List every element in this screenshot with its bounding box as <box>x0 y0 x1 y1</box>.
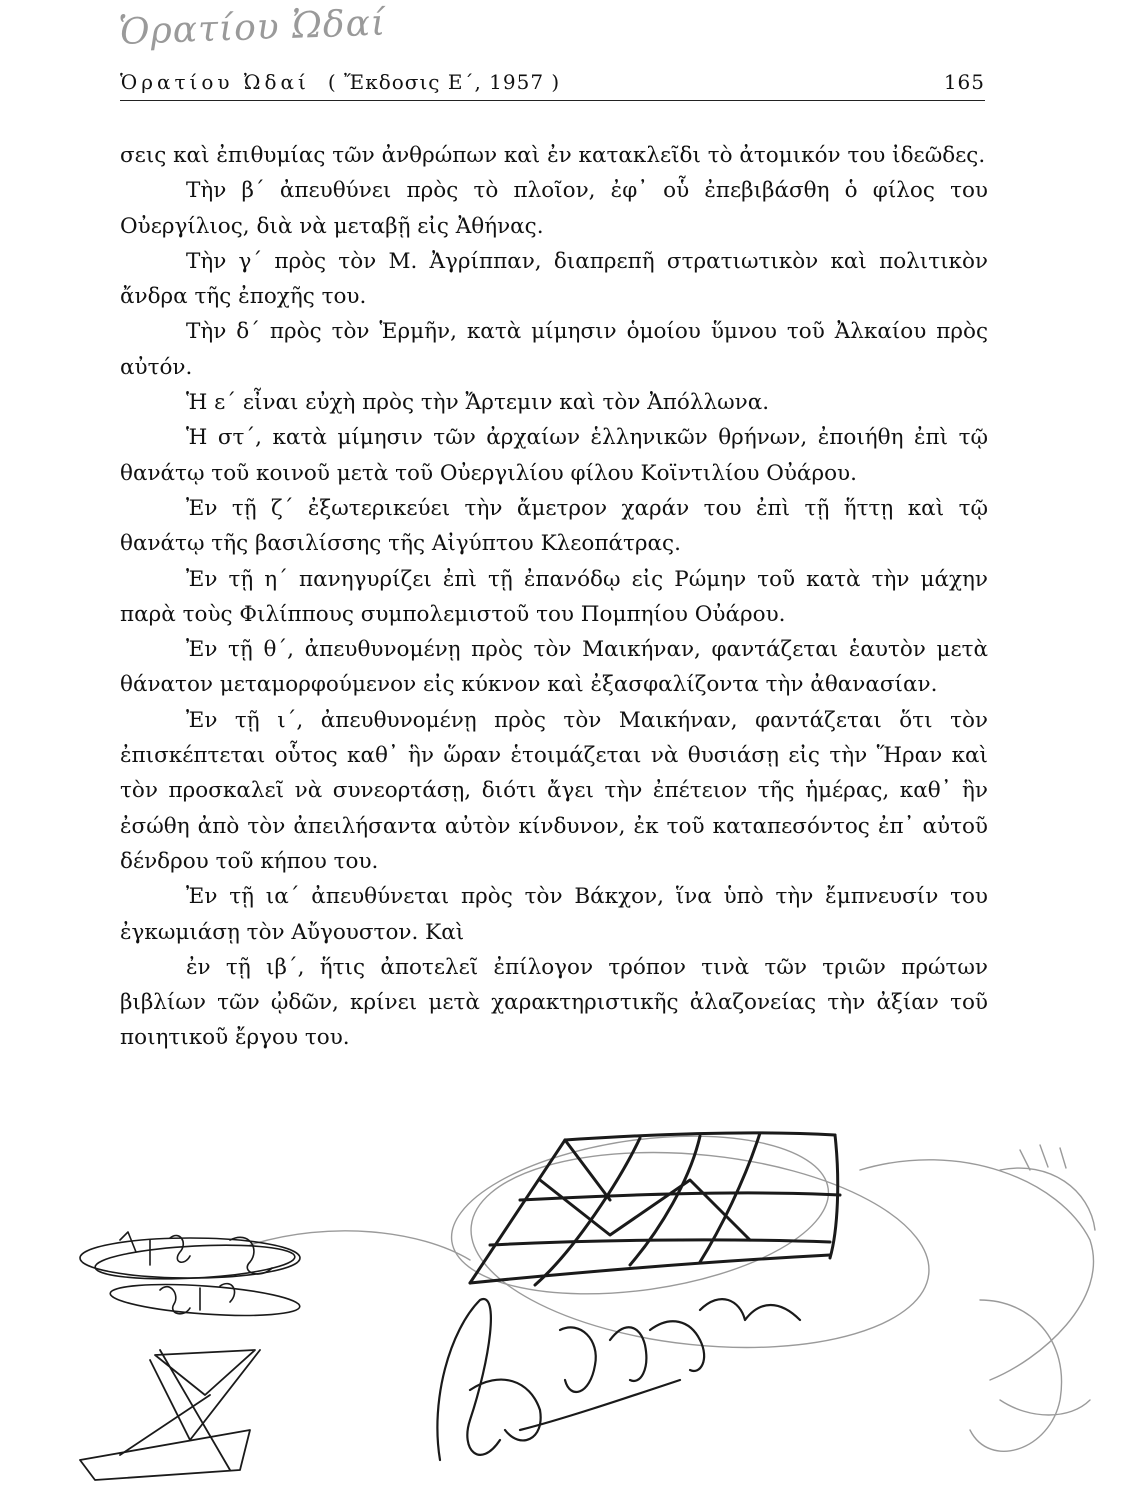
paragraph: Ἡ ε΄ εἶναι εὐχὴ πρὸς τὴν Ἄρτεμιν καὶ τὸν Ἀπόλλωνα. <box>186 390 770 416</box>
handwritten-title-note: Ὁρατίου Ὠδαί <box>118 2 387 53</box>
page-number: 165 <box>943 70 985 94</box>
paragraph: Τὴν δ΄ πρὸς τὸν Ἑρμῆν, κατὰ μίμησιν ὁμοίου ὕμνου τοῦ Ἀλκαίου πρὸς αὐτόν. <box>120 319 988 380</box>
paragraph: Ἐν τῇ θ΄, ἀπευθυνομένῃ πρὸς τὸν Μαικήναν, φαντάζεται ἑαυτὸν μετὰ θάνατον μεταμορφούμενον εἰς κύκνον καὶ ἐξασφαλίζοντα τὴν ἀθανασίαν. <box>120 637 988 698</box>
running-head-title: Ὁρατίου Ὠδαί <box>120 70 310 94</box>
paragraph: σεις καὶ ἐπιθυμίας τῶν ἀνθρώπων καὶ ἐν κατακλεῖδι τὸ ἀτομικόν του ἰδεῶδες. <box>120 143 986 168</box>
paragraph: Ἐν τῇ ζ΄ ἐξωτερικεύει τὴν ἄμετρον χαράν του ἐπὶ τῇ ἥττῃ καὶ τῷ θανάτῳ τῆς βασιλίσσης τῆς Αἰγύπτου Κλεοπάτρας. <box>120 495 988 557</box>
paragraph: ἐν τῇ ιβ΄, ἥτις ἀποτελεῖ ἐπίλογον τρόπον τινὰ τῶν τριῶν πρώτων βιβλίων τῶν ᾠδῶν, κρίνει μετὰ χαρακτηριστικῆς ἀλαζονείας τὴν ἀξίαν τοῦ ποιητικοῦ ἔργου του. <box>120 954 988 1051</box>
paragraph: Ἐν τῇ η΄ πανηγυρίζει ἐπὶ τῇ ἐπανόδῳ εἰς Ρώμην τοῦ κατὰ τὴν μάχην παρὰ τοὺς Φιλίππους συμπολεμιστοῦ του Πομπηίου Οὐάρου. <box>120 566 988 627</box>
paragraph: Τὴν γ΄ πρὸς τὸν Μ. Ἀγρίππαν, διαπρεπῆ στρατιωτικὸν καὶ πολιτικὸν ἄνδρα τῆς ἐποχῆς του. <box>120 248 988 310</box>
paragraph: Ἐν τῇ ια΄ ἀπευθύνεται πρὸς τὸν Βάκχον, ἵνα ὑπὸ τὴν ἔμπνευσίν του ἐγκωμιάσῃ τὸν Αὔγουστον. Καὶ <box>120 884 988 945</box>
pencil-scribbles <box>250 1114 1095 1451</box>
paragraph: Ἐν τῇ ι΄, ἀπευθυνομένῃ πρὸς τὸν Μαικήναν, φαντάζεται ὅτι τὸν ἐπισκέπτεται οὗτος καθ᾽ ἣν ὥραν ἑτοιμάζεται νὰ θυσιάσῃ εἰς τὴν Ἥραν καὶ τὸν προσκαλεῖ νὰ συνεορτάσῃ, διότι ἄγει τὴν ἐπέτειον τῆς ἡμέρας, καθ᾽ ἣν ἐσώθη ἀπὸ τὸν ἀπειλήσαντα αὐτὸν κίνδυνον, ἐκ τοῦ καταπεσόντος ἐπ᾽ αὐτοῦ δένδρου τοῦ κήπου του. <box>120 707 988 874</box>
running-head-edition: ( Ἔκδοσις Ε΄, 1957 ) <box>327 70 561 94</box>
left-oval-scribble <box>80 1232 301 1321</box>
grid-drawing <box>470 1133 840 1285</box>
triangle-sketch <box>80 1350 260 1480</box>
paragraph: Ἡ στ΄, κατὰ μίμησιν τῶν ἀρχαίων ἑλληνικῶν θρήνων, ἐποιήθη ἐπὶ τῷ θανάτῳ τοῦ κοινοῦ μετὰ τοῦ Οὐεργιλίου φίλου Κοϊντιλίου Οὐάρου. <box>120 425 988 486</box>
paragraph: Τὴν β΄ ἀπευθύνει πρὸς τὸ πλοῖον, ἐφ᾽ οὗ ἐπεβιβάσθη ὁ φίλος του Οὐεργίλιος, διὰ νὰ μεταβῇ εἰς Ἀθήνας. <box>120 178 988 239</box>
